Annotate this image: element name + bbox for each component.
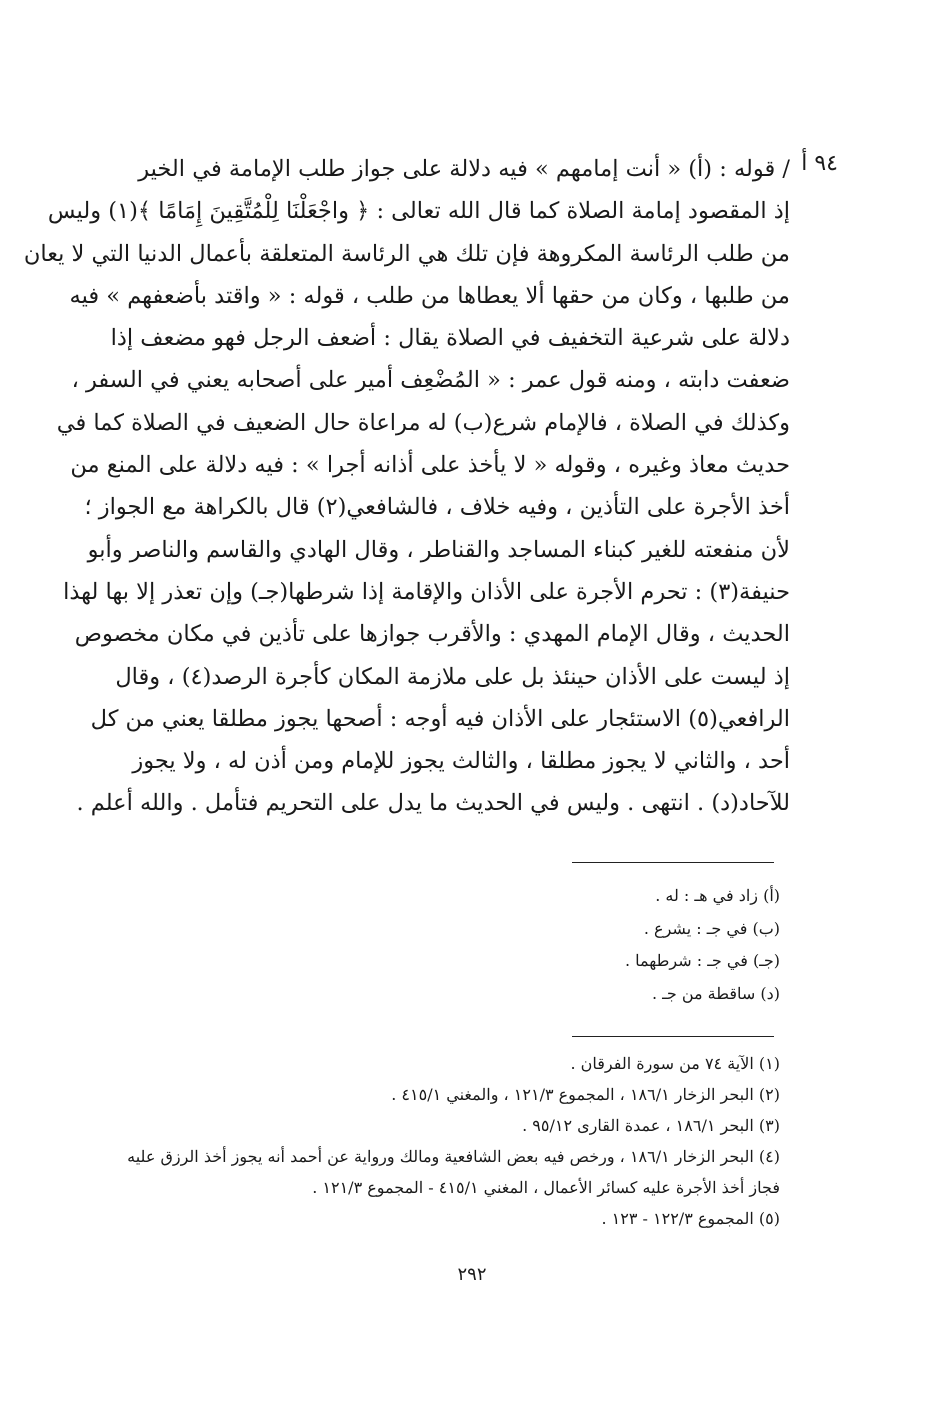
variant-footnotes [100,880,780,1010]
text-line: لأن منفعته للغير كبناء المساجد والقناطر ، وقال الهادي والقاسم والناصر وأبو [87,536,790,563]
footnote: (١) الآية ٧٤ من سورة الفرقان . [570,1054,780,1073]
text-line: إذ المقصود إمامة الصلاة كما قال الله تعالى : ﴿ واجْعَلْنَا لِلْمُتَّقِينَ إِمَامًا ﴾(١) وليس [47,198,790,225]
text-line: من طلبها ، وكان من حقها ألا يعطاها من طلب ، قوله : « واقتد بأضعفهم » فيه [69,282,790,309]
margin-folio-note: ٩٤ أ [801,151,838,176]
footnote: (٥) المجموع ١٢٢/٣ - ١٢٣ . [601,1209,780,1228]
text-line: من طلب الرئاسة المكروهة فإن تلك هي الرئاسة المتعلقة بأعمال الدنيا التي لا يعان [23,240,790,267]
footnote: (د) ساقطة من جـ . [652,983,780,1003]
text-line: وكذلك في الصلاة ، فالإمام شرع(ب) له مراعاة حال الضعيف في الصلاة كما في [56,409,790,436]
text-line: إذ ليست على الأذان حينئذ بل على ملازمة المكان كأجرة الرصد(٤) ، وقال [115,663,790,690]
text-line: حنيفة(٣) : تحرم الأجرة على الأذان والإقامة إذا شرطها(جـ) وإن تعذر إلا بها لهذا [63,578,790,605]
footnote-divider [572,862,774,863]
text-line: أخذ الأجرة على التأذين ، وفيه خلاف ، فالشافعي(٢) قال بالكراهة مع الجواز ؛ [84,494,790,521]
page-number: ٢٩٢ [457,1264,487,1285]
footnote: (أ) زاد في هـ : له . [655,886,780,905]
text-line: حديث معاذ وغيره ، وقوله « لا يأخذ على أذانه أجرا » : فيه دلالة على المنع من [70,452,790,479]
main-text [23,148,790,825]
text-line: للآحاد(د) . انتهى . وليس في الحديث ما يدل على التحريم فتأمل . والله أعلم . [76,790,790,817]
footnote: (٣) البحر ١٨٦/١ ، عمدة القارى ٩٥/١٢ . [522,1116,780,1135]
text-line: الرافعي(٥) الاستئجار على الأذان فيه أوجه : أصحها يجوز مطلقا يعني من كل [90,705,790,732]
text-line: أحد ، والثاني لا يجوز مطلقا ، والثالث يجوز للإمام ومن أذن له ، ولا يجوز [132,748,790,775]
text-line: ضعفت دابته ، ومنه قول عمر : « المُضْعِف أمير على أصحابه يعني في السفر ، [71,367,790,394]
footnote: (ب) في جـ : يشرع . [643,918,780,938]
text-line: دلالة على شرعية التخفيف في الصلاة يقال : أضعف الرجل فهو مضعف إذا [110,325,790,352]
footnote: (جـ) في جـ : شرطهما . [625,951,780,970]
reference-footnotes [100,1048,780,1234]
footnote-divider [572,1036,774,1037]
text-line: الحديث ، وقال الإمام المهدي : والأقرب جوازها على تأذين في مكان مخصوص [74,621,790,648]
text-line: / قوله : (أ) « أنت إمامهم » فيه دلالة على جواز طلب الإمامة في الخير [138,156,790,182]
footnote: (٤) البحر الزخار ١٨٦/١ ، ورخص فيه بعض الشافعية ومالك ورواية عن أحمد أنه يجوز أخذ الرزق عليه فجاز أخذ الأجرة عليه كسائر الأعمال ، المغني ٤١٥/١ - المجموع ١٢١/٣ . [127,1147,780,1197]
footnote: (٢) البحر الزخار ١٨٦/١ ، المجموع ١٢١/٣ ، والمغني ٤١٥/١ . [391,1085,780,1104]
